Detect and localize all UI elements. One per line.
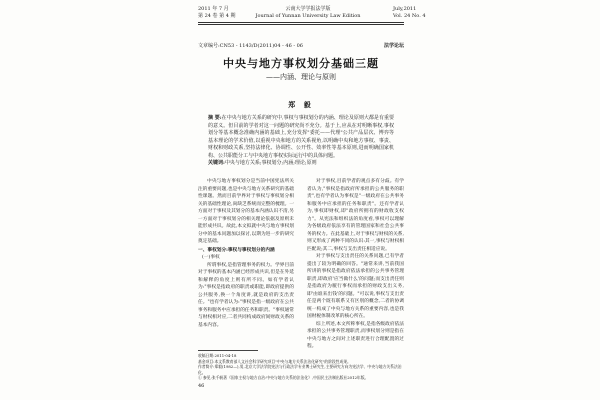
body-paragraph: 所谓事权,是指管理事务的权力。学界目前对于事权的基本内涵已经形成共识,但是在外延和解释的角度上则有所不同。如有学者认为:"事权是指政府的职责或职能,即政府提供的公共服务,换一个角度讲,就是政府的支出责任。"也有学者认为:"事权是指一级政府在公共事务和服务中应承担的任务和职责。"事权通常与财权相对应,二者共同构成政府间财政关系的基本内容。 [198,262,294,328]
keywords [208,159,394,166]
body-paragraph: 对于事权与支出责任的关系问题,已有学者提出了较为明确的回答。"通常来讲,当前我国所讲的事权是指政府依法承担的公共事务管理职责,即政府'应当做什么'的问题;而支出责任则是指政府为履行事权而承担的财政支出义务,即'由谁来出钱'的问题。"可以说,事权与支出责任是两个既有联系又有区别的概念,二者的协调统一构成了中央与地方关系的重要内容,也是我国财税体制改革的核心所在。 [307,254,404,319]
body-paragraph: 对于事权,目前学者的观点多有分歧。有学者认为,"事权是指政府所承担的公共服务的职责",也有学者认为事权是"一级政府在公共事务和服务中应承担的任务和职责"。还有学者认为,事权即财权,即"政府所拥有的财政收支权力"。从宪法和组织法的角度看,事权可以理解为各级政府依法享有的管理国家和社会公共事务的权力。在此基础上,对于事权与财权的关系,则又形成了两种不同的认识:其一,事权与财权相匹配说;其二,事权与支出责任相适应说。 [307,179,404,252]
header-rule [198,22,404,23]
footnote: 基金项目:本文系教育部人文社会科学研究项目"中央与地方关系法治化研究"的阶段性成果。 [198,358,351,364]
header-date: 2011 年 7 月 [198,6,229,12]
header-volume: 第 24 卷 第 4 期 [198,13,236,19]
article-subtitle: ——内涵、理论与原则 [266,73,336,81]
abstract-label: 摘 要: [208,115,222,121]
abstract-text: 在中央与地方关系的研究中,事权与事权划分的内涵、理论及原则大都是有重要的意义。但目前的学者对这一问题的研究尚不充分。基于上,应从在对明晰事权,事权划分等基本概念准确内涵的基础上,充分发挥"委托——代理"公共产品层次、博弈等基本理论的学术价值,以重视中央和地方的关系视角,以明确中央和地方事权、事责、财权和财政关系,坚持法律化、协调性、公开性、效率性等基本原则,进而明确国家机构、公共职能分工与中央地方事权实际运行中的具体问题。 [208,115,394,159]
body-paragraph: 综上所述,本文所称事权,是指各级政府依法承担的公共事务管理职责,而事权划分则是指在中央与地方之间对上述职责进行合理配置的过程。 [307,321,404,349]
keywords-label: 关键词: [208,160,225,166]
intro-paragraph: 中央与地方事权划分是当前中国宪法所关注的重要问题,也是中央与地方关系研究的基础性课题。然而目前学界对于事权与事权划分相关的基础性理论,尚缺乏系统而完整的梳理。一方面对于事权及其划分的基本内涵认识不清,另一方面对于事权划分的相关理论依据及原则未能形成共识。故此,本文拟就中央与地方事权划分中的基本问题加以探讨,以期为进一步的研究奠定基础。 [198,179,294,244]
section-heading: 一、事权划分:事权与事权划分的内涵 [198,247,275,253]
footnote: 收稿日期:2011-04-18 [198,353,237,358]
header-center [248,6,368,20]
footnote-rule [198,350,258,351]
journal-name-cn: 云南大学学报法学版 [285,6,331,12]
page-number: 46 [198,383,205,389]
header-rule-thin [198,24,404,25]
body-column-right [307,178,404,351]
subsection-heading: (一)事权 [202,255,220,260]
article-title: 中央与地方事权划分基础三题 [223,57,379,70]
author-name: 郑 毅 [288,100,314,109]
abstract [208,115,394,161]
header-right [393,6,426,20]
header-left [198,6,236,20]
column-name: 法学论坛 [383,43,404,49]
journal-name-en: Journal of Yunnan University Law Edition [255,13,361,19]
footnote: 作者简介:郑毅(1982—),男,北京大学法学院宪法与行政法学专业博士研究生,主要研究方向为宪法学、中央与地方关系法治化。 [198,364,402,375]
header-volume-en: Vol. 24 No. 4 [393,13,426,19]
footnote: ① 参见:张千帆著《国家主权与地方自治:中央与地方关系的法治化》,中国民主法制出版社2012年版。 [198,375,369,381]
header-date-en: July,2011 [393,6,417,12]
body-column-left [198,178,294,329]
footnotes [198,353,404,381]
keywords-text: 中央与地方关系;事权划分;内涵;理论;原则 [224,160,317,166]
article-number: 文章编号:CN53 - 1143/D(2011)04 - 46 - 06 [198,43,303,49]
